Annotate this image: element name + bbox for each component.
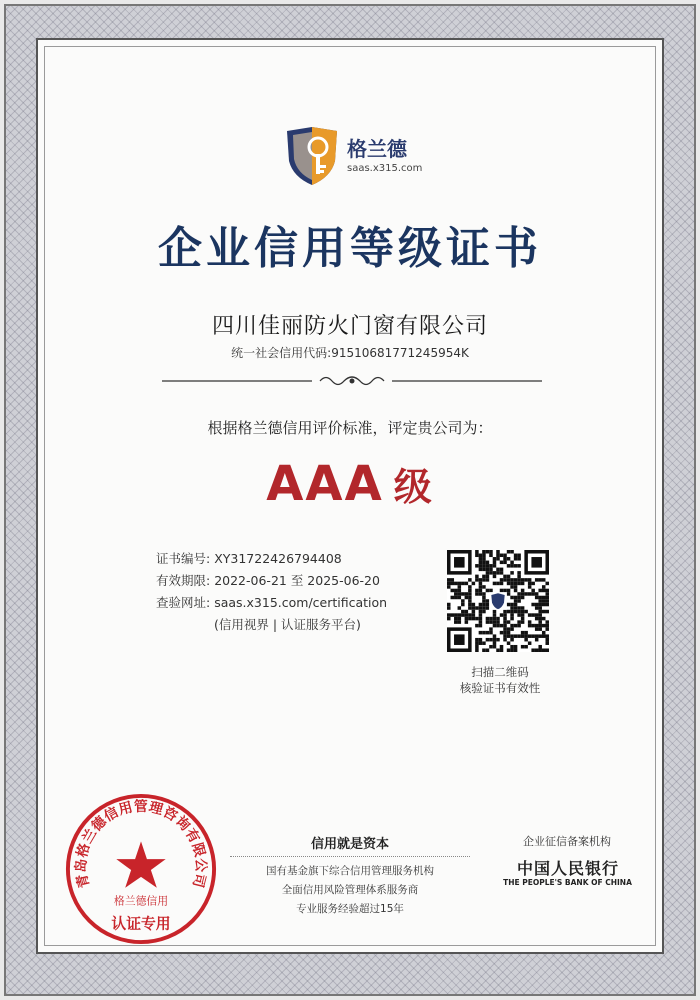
seal-outer-text: 青岛格兰德信用管理咨询有限公司 bbox=[73, 798, 209, 890]
service-features bbox=[230, 862, 470, 919]
grade-value: AAA bbox=[266, 456, 384, 512]
shield-logo-icon bbox=[283, 125, 341, 187]
grade-suffix: 级 bbox=[393, 465, 434, 509]
credit-code-label: 统一社会信用代码: bbox=[231, 346, 332, 360]
pboc-label: 企业征信备案机构 bbox=[523, 835, 611, 848]
certificate-title: 企业信用等级证书 bbox=[158, 223, 542, 274]
verify-url-value[interactable]: saas.x315.com/certification bbox=[214, 595, 388, 610]
brand-name: 格兰德 bbox=[347, 137, 407, 161]
validity-label: 有效期限: bbox=[156, 573, 211, 588]
feature-3: 专业服务经验超过15年 bbox=[296, 903, 404, 915]
pboc-name-en: THE PEOPLE'S BANK OF CHINA bbox=[503, 878, 632, 887]
verify-url-label: 查验网址: bbox=[156, 595, 211, 610]
verify-url-row bbox=[156, 592, 387, 614]
qr-code-icon[interactable] bbox=[447, 550, 549, 652]
slogan-divider bbox=[230, 856, 470, 857]
credit-grade bbox=[0, 456, 700, 512]
brand-url: saas.x315.com bbox=[347, 163, 423, 174]
cert-number-row bbox=[156, 548, 387, 570]
evaluation-basis-text: 根据格兰德信用评价标准，评定贵公司为： bbox=[207, 419, 493, 437]
cert-number-value: XY31722426794408 bbox=[214, 551, 342, 566]
qr-caption-line-2: 核验证书有效性 bbox=[459, 681, 541, 695]
cert-number-label: 证书编号: bbox=[156, 551, 211, 566]
verify-platform-note: (信用视界 | 认证服务平台) bbox=[214, 617, 361, 632]
qr-caption-line-1: 扫描二维码 bbox=[471, 665, 529, 679]
seal-bottom-text: 认证专用 bbox=[111, 915, 171, 933]
ornament-divider-icon bbox=[162, 373, 542, 389]
pboc-name-cn: 中国人民银行 bbox=[516, 859, 619, 878]
qr-caption bbox=[425, 664, 575, 696]
feature-2: 全面信用风险管理体系服务商 bbox=[281, 884, 419, 896]
validity-value: 2022-06-21 至 2025-06-20 bbox=[214, 573, 380, 588]
brand-logo bbox=[283, 125, 433, 185]
feature-1: 国有基金旗下综合信用管理服务机构 bbox=[266, 865, 434, 877]
credit-code-line bbox=[0, 344, 700, 361]
certificate-info bbox=[156, 548, 387, 636]
validity-row bbox=[156, 570, 387, 592]
seal-center-text: 格兰德信用 bbox=[113, 894, 169, 908]
credit-code-value: 91510681771245954K bbox=[331, 346, 469, 360]
company-name: 四川佳丽防火门窗有限公司 bbox=[211, 314, 488, 339]
company-seal-icon bbox=[62, 790, 220, 948]
slogan: 信用就是资本 bbox=[310, 837, 389, 852]
